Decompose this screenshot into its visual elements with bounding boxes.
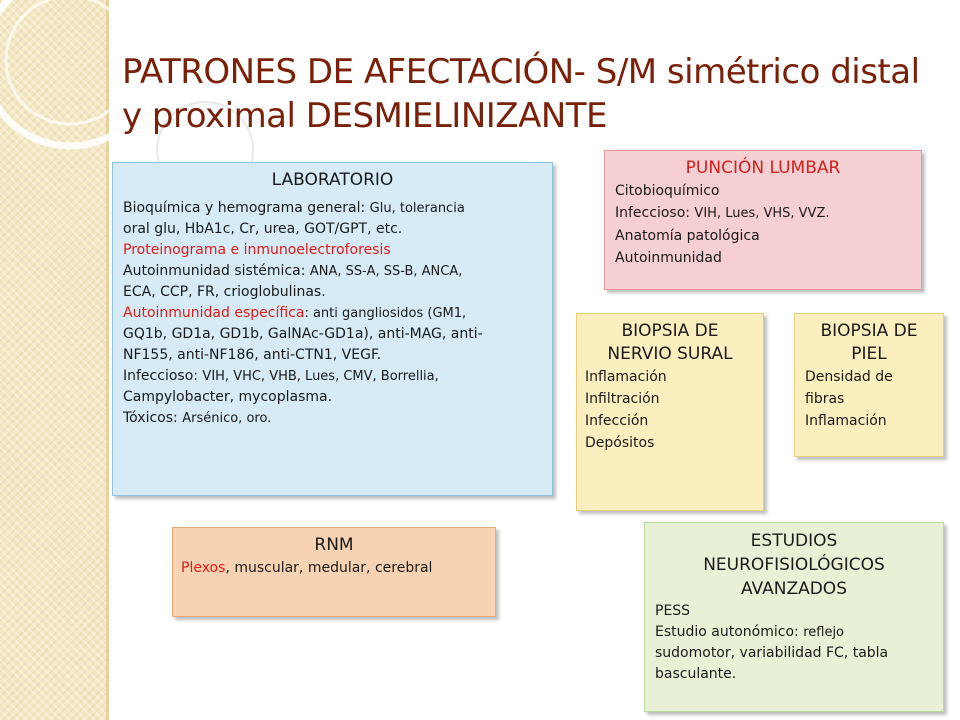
estudios-autonomico-detail-2: sudomotor, variabilidad FC, tabla [655,645,889,661]
puncion-item-citobioquimico: Citobioquímico [615,183,720,199]
lab-auto-sist-detail-2: ECA, CCP, FR, crioglobulinas. [123,284,326,300]
title-line-2: distal y proximal DESMIELINIZANTE [122,52,920,136]
estudios-heading-2: NEUROFISIOLÓGICOS [703,555,885,575]
lab-infeccioso-detail-1: VIH, VHC, VHB, Lues, CMV, Borrellia, [202,369,439,384]
piel-heading-2: PIEL [851,344,887,364]
lab-bioquimica-label: Bioquímica y hemograma general: [123,200,370,216]
estudios-item-autonomico [655,622,933,643]
sural-item: Inflamación [585,369,667,385]
lab-auto-esp-detail-2: GQ1b, GD1a, GD1b, GalNAc-GD1a), anti-MAG, anti- [123,326,483,342]
rnm-heading: RNM [314,535,354,555]
estudios-autonomico-detail-3: basculante. [655,666,737,682]
puncion-item-infeccioso [615,202,911,225]
lab-auto-esp-detail-1: : anti gangliosidos (GM1, [304,306,467,321]
puncion-infeccioso-label: Infeccioso: [615,205,695,221]
rnm-line [181,557,487,579]
laboratorio-heading: LABORATORIO [271,170,394,190]
estudios-autonomico-detail-1: reflejo [803,625,845,640]
lab-infeccioso [123,366,542,387]
lab-toxicos [123,408,542,429]
lab-proteinograma: Proteinograma e inmunoelectroforesis [123,242,391,258]
piel-item-inflamacion: Inflamación [805,413,887,429]
lab-bioquimica [123,198,542,219]
puncion-item-autoinmunidad: Autoinmunidad [615,250,722,266]
biopsia-piel-box [794,313,944,457]
lab-auto-sist-detail-1: ANA, SS-A, SS-B, ANCA, [309,264,463,279]
lab-infeccioso-label: Infeccioso: [123,368,203,384]
piel-item-fibras: fibras [805,391,845,407]
lab-autoinmunidad-sistemica [123,261,542,282]
lab-infeccioso-detail-2: Campylobacter, mycoplasma. [123,389,333,405]
lab-auto-esp-label: Autoinmunidad específica [123,305,305,321]
estudios-heading-1: ESTUDIOS [750,531,838,551]
title-line-1: PATRONES DE AFECTACIÓN- S/M simétrico [122,52,820,92]
lab-toxicos-detail: Arsénico, oro. [182,411,272,426]
piel-heading-1: BIOPSIA DE [820,321,918,341]
lab-bioquimica-detail-1: Glu, tolerancia [369,201,465,216]
slide-title [122,50,942,138]
estudios-neurofisiologicos-box [644,522,944,712]
estudios-heading-3: AVANZADOS [741,579,847,599]
puncion-lumbar-box [604,150,922,290]
laboratorio-box [112,162,553,496]
lab-toxicos-label: Tóxicos: [123,410,183,426]
estudios-autonomico-label: Estudio autonómico: [655,624,804,640]
rnm-box [172,527,496,617]
lab-auto-esp-detail-3: NF155, anti-NF186, anti-CTN1, VEGF. [123,347,382,363]
sural-item: Depósitos [585,435,655,451]
piel-item-densidad: Densidad de [805,369,893,385]
side-stripe-edge [106,0,109,720]
sural-item: Infiltración [585,391,660,407]
rnm-plexos: Plexos [181,560,226,576]
lab-bioquimica-detail-2: oral glu, HbA1c, Cr, urea, GOT/GPT, etc. [123,221,403,237]
lab-autoinmunidad-especifica [123,303,542,324]
sural-heading-1: BIOPSIA DE [621,321,719,341]
puncion-infeccioso-detail: VIH, Lues, VHS, VVZ. [694,206,830,221]
puncion-item-anatomia: Anatomía patológica [615,228,760,244]
rnm-rest: , muscular, medular, cerebral [225,560,433,576]
sural-heading-2: NERVIO SURAL [607,344,733,364]
sural-item: Infección [585,413,649,429]
decorative-side-stripe [0,0,106,720]
lab-auto-sist-label: Autoinmunidad sistémica: [123,263,310,279]
biopsia-nervio-sural-box [576,313,764,511]
estudios-item-pess: PESS [655,603,691,619]
puncion-lumbar-heading: PUNCIÓN LUMBAR [685,158,841,178]
